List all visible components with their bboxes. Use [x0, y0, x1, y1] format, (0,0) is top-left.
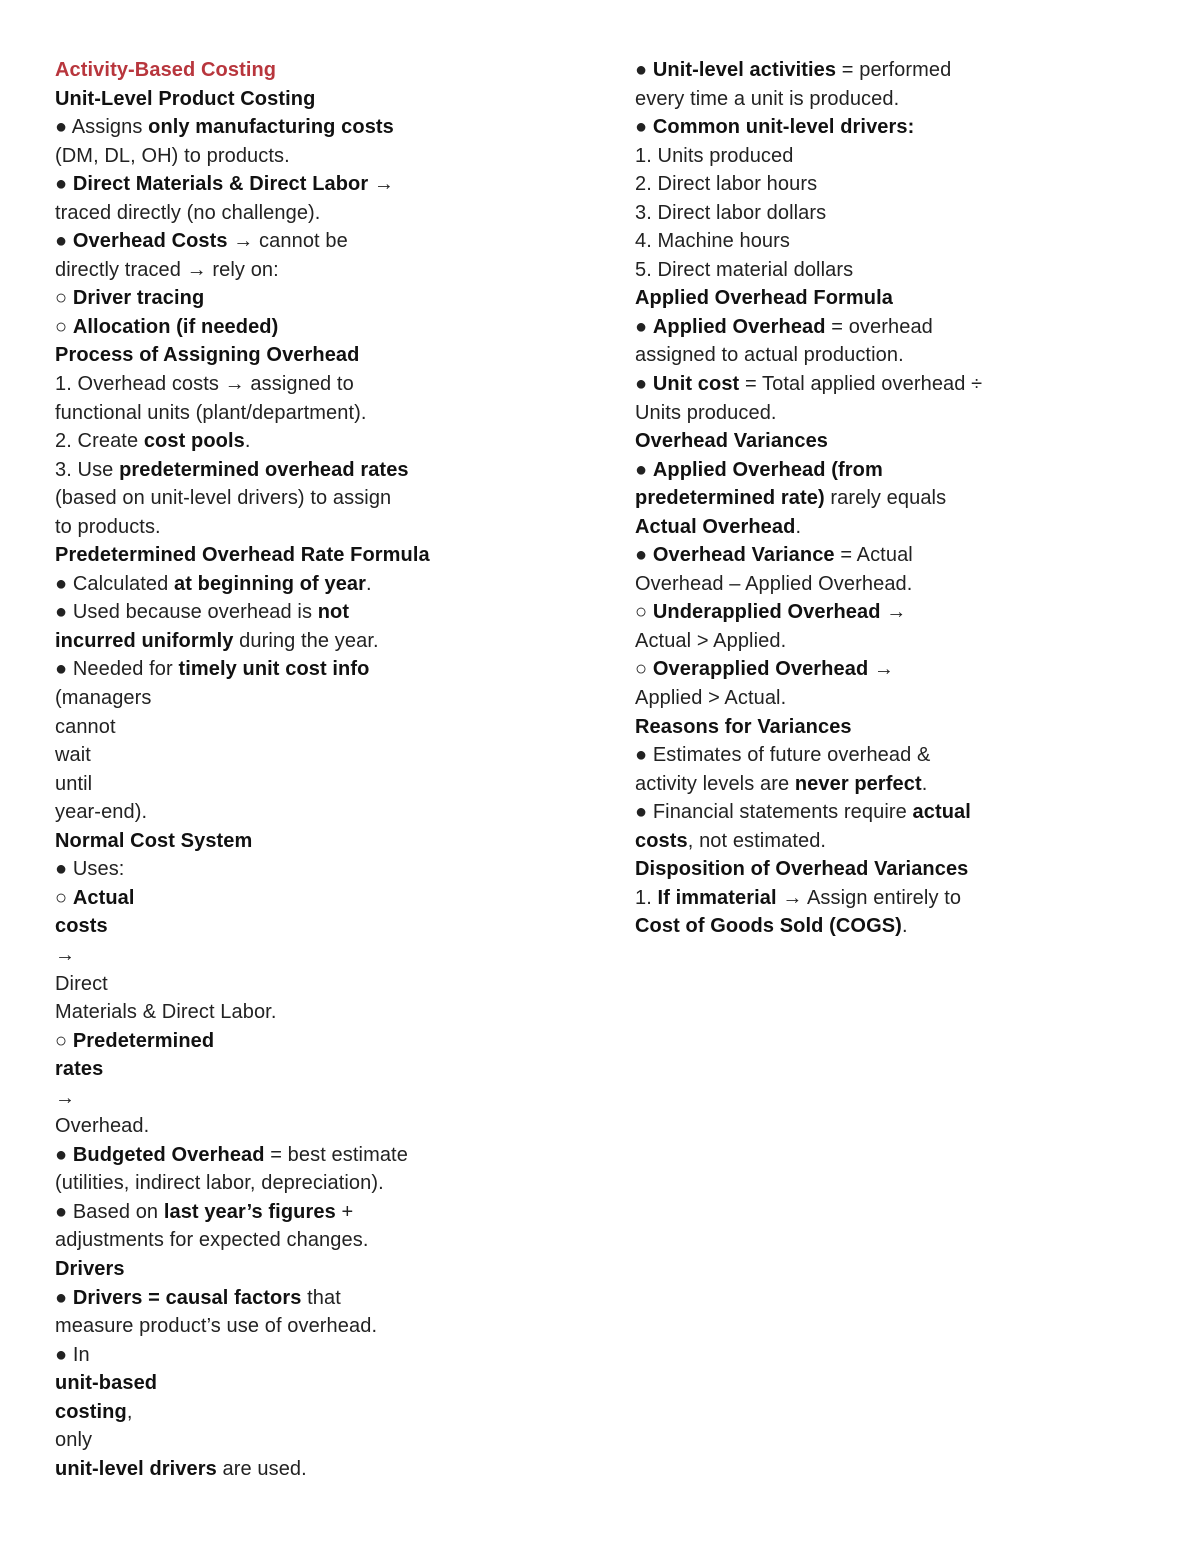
bold-text: Cost of Goods Sold (COGS) [635, 915, 902, 938]
bold-text: cost pools [143, 430, 245, 453]
bold-text: costs [635, 829, 688, 852]
text-line [635, 570, 1175, 599]
text-run: Applied > Actual. [635, 687, 787, 710]
text-run: Units produced. [635, 401, 777, 424]
text-line [55, 1112, 615, 1141]
text-line [635, 113, 1175, 142]
text-line [635, 170, 1175, 199]
text-run: activity levels are [635, 772, 795, 795]
bold-text: Overhead Variances [635, 430, 829, 453]
text-run: ○ [55, 886, 73, 909]
text-line [635, 770, 1175, 799]
text-line [55, 655, 615, 684]
text-line [55, 113, 615, 142]
text-run: measure product’s use of overhead. [55, 1315, 378, 1338]
text-run: = performed [836, 59, 952, 81]
text-run: ○ [635, 658, 653, 681]
text-run: ○ [55, 1029, 73, 1052]
bold-text: Allocation (if needed) [72, 315, 279, 338]
text-run: 1. Overhead costs → assigned to [55, 373, 354, 396]
text-run: ○ [55, 287, 73, 310]
bold-text: Disposition of Overhead Variances [635, 858, 969, 881]
text-line [55, 1141, 615, 1170]
text-run: adjustments for expected changes. [55, 1229, 369, 1252]
bold-text: Actual Overhead [635, 515, 796, 538]
text-line [635, 798, 1175, 827]
text-line [55, 1284, 615, 1313]
text-line [55, 941, 615, 970]
text-line [55, 998, 615, 1027]
text-run: → [880, 601, 907, 624]
section-heading [635, 713, 1175, 742]
text-run: → [55, 1086, 76, 1109]
text-run: assigned to actual production. [635, 344, 904, 367]
text-run: ● [635, 116, 653, 139]
text-run: ● Needed for [55, 658, 179, 681]
text-line [635, 741, 1175, 770]
bold-text: Actual [72, 886, 135, 909]
bold-text: Overhead Costs [72, 230, 228, 253]
left-column [55, 56, 615, 1483]
bold-text: Drivers [55, 1257, 125, 1280]
text-line [55, 684, 615, 713]
text-run: functional units (plant/department). [55, 401, 367, 424]
text-line [55, 456, 615, 485]
bold-text: at beginning of year [174, 572, 367, 595]
text-line [55, 798, 615, 827]
text-line [55, 1398, 615, 1427]
text-line [55, 256, 615, 285]
text-run: + [335, 1200, 354, 1223]
text-line [635, 598, 1175, 627]
bold-text: Overhead Variance [652, 544, 835, 567]
text-run: ● [55, 230, 73, 253]
bold-text: Activity-Based Costing [55, 59, 277, 81]
text-run: to products. [55, 515, 161, 538]
text-run: = best estimate [264, 1143, 408, 1166]
text-line [635, 627, 1175, 656]
text-line [635, 541, 1175, 570]
text-run: ● Calculated [55, 572, 174, 595]
bold-text: only manufacturing costs [148, 116, 394, 139]
text-run: ● [635, 373, 653, 396]
text-line [635, 827, 1175, 856]
bold-text: Direct Materials & Direct Labor [72, 173, 369, 196]
text-run: ● [55, 173, 73, 196]
section-heading [635, 855, 1175, 884]
text-line [55, 1198, 615, 1227]
text-line [55, 1341, 615, 1370]
section-heading [635, 427, 1175, 456]
section-heading [55, 827, 615, 856]
text-run: 2. Create [55, 430, 144, 453]
bold-text: Unit-Level Product Costing [55, 87, 316, 110]
text-run: that [301, 1286, 341, 1309]
text-line [55, 399, 615, 428]
text-run: = overhead [825, 315, 933, 338]
text-run: year-end). [55, 801, 148, 824]
bold-text: Process of Assigning Overhead [55, 344, 360, 367]
text-line [635, 399, 1175, 428]
bold-text: Applied Overhead Formula [635, 287, 894, 310]
text-line [635, 341, 1175, 370]
text-run: cannot [55, 715, 116, 738]
bold-text: Reasons for Variances [635, 715, 852, 738]
bold-text: timely unit cost info [178, 658, 370, 681]
text-line [55, 970, 615, 999]
text-run: (managers [55, 687, 152, 710]
text-run: ○ [635, 601, 653, 624]
text-line [635, 85, 1175, 114]
text-run: ● [55, 1286, 73, 1309]
text-line [55, 770, 615, 799]
text-run: = Total applied overhead ÷ [739, 373, 983, 396]
document-title [55, 56, 615, 85]
bold-text: Predetermined [72, 1029, 215, 1052]
text-run: . [901, 915, 908, 938]
text-run: directly traced → rely on: [55, 258, 279, 281]
text-run: 5. Direct material dollars [635, 258, 854, 281]
text-line [635, 912, 1175, 941]
text-run: ● Estimates of future overhead & [635, 744, 931, 767]
text-line [635, 199, 1175, 228]
text-line [55, 1369, 615, 1398]
text-run: Overhead – Applied Overhead. [635, 572, 913, 595]
text-run: Actual > Applied. [635, 629, 787, 652]
bold-text: Drivers = causal factors [72, 1286, 302, 1309]
text-run: . [366, 572, 372, 595]
text-line [55, 855, 615, 884]
text-line [55, 227, 615, 256]
text-run: 1. Units produced [635, 144, 794, 167]
text-run: , [126, 1400, 133, 1423]
bold-text: If immaterial [657, 886, 777, 909]
text-line [55, 142, 615, 171]
text-run: = Actual [834, 544, 913, 567]
text-run: ○ [55, 315, 73, 338]
text-line [635, 142, 1175, 171]
text-line [635, 456, 1175, 485]
text-run: → [368, 173, 395, 196]
bold-text: Applied Overhead [652, 315, 826, 338]
text-line [635, 484, 1175, 513]
text-run: traced directly (no challenge). [55, 201, 321, 224]
text-run: ● Used because overhead is [55, 601, 318, 624]
text-line [55, 313, 615, 342]
section-heading [55, 85, 615, 114]
text-line [55, 627, 615, 656]
text-line [635, 227, 1175, 256]
text-run: rarely equals [824, 487, 947, 510]
bold-text: unit-based [55, 1372, 158, 1395]
right-column [635, 56, 1175, 941]
bold-text: predetermined rate) [635, 487, 825, 510]
text-line [55, 1084, 615, 1113]
bold-text: costs [55, 915, 108, 938]
text-line [55, 912, 615, 941]
text-run: 4. Machine hours [635, 230, 791, 253]
text-run: until [55, 772, 93, 795]
text-run: Overhead. [55, 1115, 150, 1138]
bold-text: last year’s figures [163, 1200, 336, 1223]
text-run: ● [635, 458, 653, 481]
text-run: . [795, 515, 802, 538]
text-line [55, 170, 615, 199]
text-run: ● Financial statements require [635, 801, 913, 824]
text-line [55, 741, 615, 770]
text-run: are used. [216, 1457, 307, 1480]
bold-text: Normal Cost System [55, 829, 253, 852]
text-run: 3. Use [55, 458, 120, 481]
section-heading [55, 541, 615, 570]
text-line [55, 598, 615, 627]
text-run: during the year. [233, 629, 379, 652]
text-line [635, 655, 1175, 684]
text-line [55, 484, 615, 513]
text-run: → Assign entirely to [776, 886, 962, 909]
bold-text: Unit cost [652, 373, 740, 396]
bold-text: Overapplied Overhead [652, 658, 869, 681]
text-run: every time a unit is produced. [635, 87, 900, 110]
text-line [635, 313, 1175, 342]
text-run: ● [55, 1143, 73, 1166]
text-run: . [921, 772, 928, 795]
text-run: ● [635, 315, 653, 338]
text-run: , not estimated. [687, 829, 827, 852]
bold-text: Budgeted Overhead [72, 1143, 265, 1166]
bold-text: rates [55, 1058, 104, 1081]
text-line [635, 56, 1175, 85]
text-run: 1. [635, 886, 658, 909]
text-run: ● [635, 59, 653, 81]
text-run: only [55, 1429, 93, 1452]
text-run: ● Assigns [55, 116, 149, 139]
text-line [55, 513, 615, 542]
text-run: Materials & Direct Labor. [55, 1001, 277, 1024]
bold-text: incurred uniformly [55, 629, 234, 652]
text-line [55, 1055, 615, 1084]
bold-text: Driver tracing [72, 287, 205, 310]
section-heading [55, 341, 615, 370]
text-line [55, 370, 615, 399]
text-run: → [55, 943, 76, 966]
text-line [635, 513, 1175, 542]
text-line [55, 1426, 615, 1455]
text-line [55, 713, 615, 742]
bold-text: costing [55, 1400, 127, 1423]
bold-text: never perfect [794, 772, 922, 795]
text-run: wait [55, 744, 91, 767]
text-run: ● Uses: [55, 858, 125, 881]
bold-text: Predetermined Overhead Rate Formula [55, 544, 430, 567]
text-run: ● Based on [55, 1200, 164, 1223]
text-line [635, 370, 1175, 399]
text-line [635, 884, 1175, 913]
text-run: . [244, 430, 251, 453]
text-run: → [868, 658, 895, 681]
text-line [55, 1455, 615, 1484]
bold-text: not [317, 601, 350, 624]
text-run: 3. Direct labor dollars [635, 201, 827, 224]
text-line [55, 199, 615, 228]
bold-text: unit-level drivers [55, 1457, 217, 1480]
text-line [55, 570, 615, 599]
text-line [55, 1027, 615, 1056]
text-line [55, 1169, 615, 1198]
text-run: ● [635, 544, 653, 567]
text-run: ● In [55, 1343, 90, 1366]
text-run: Direct [55, 972, 108, 995]
text-line [635, 256, 1175, 285]
text-run: 2. Direct labor hours [635, 173, 818, 196]
text-line [55, 1226, 615, 1255]
bold-text: predetermined overhead rates [119, 458, 409, 481]
bold-text: Underapplied Overhead [652, 601, 881, 624]
text-run: → cannot be [227, 230, 348, 253]
text-line [635, 684, 1175, 713]
bold-text: actual [912, 801, 971, 824]
text-run: (utilities, indirect labor, depreciation). [55, 1172, 384, 1195]
text-line [55, 284, 615, 313]
bold-text: Unit-level activities [652, 59, 837, 81]
text-run: (DM, DL, OH) to products. [55, 144, 290, 167]
bold-text: Applied Overhead (from [652, 458, 883, 481]
bold-text: Common unit-level drivers: [652, 116, 915, 139]
section-heading [635, 284, 1175, 313]
text-run: (based on unit-level drivers) to assign [55, 487, 392, 510]
text-line [55, 427, 615, 456]
section-heading [55, 1255, 615, 1284]
text-line [55, 884, 615, 913]
text-line [55, 1312, 615, 1341]
